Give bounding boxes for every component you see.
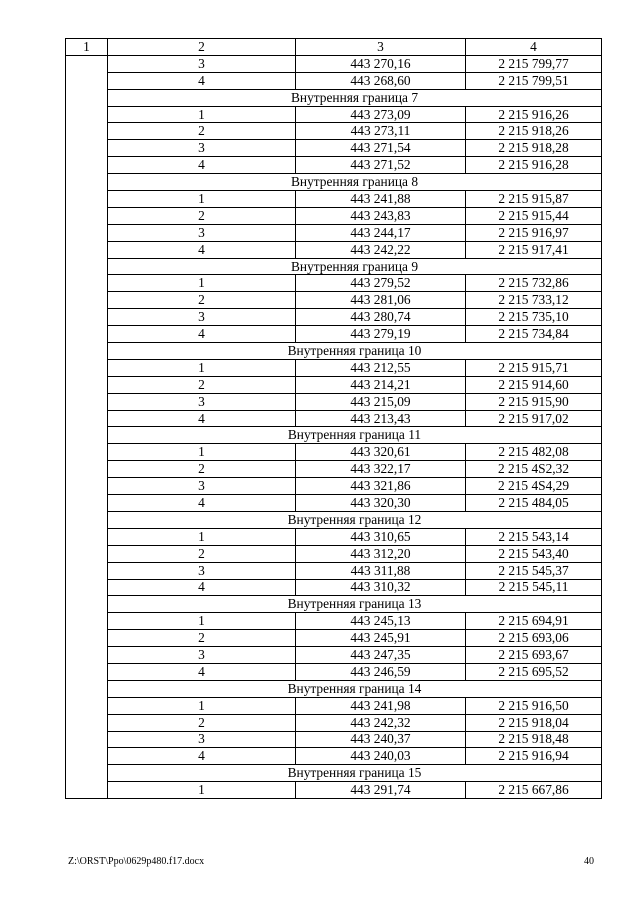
table-row [66,495,602,512]
y-coordinate-cell: 2 215 917,41 [466,241,602,258]
section-title: Внутренняя граница 8 [108,174,602,191]
point-number-cell: 3 [108,478,296,495]
x-coordinate-cell: 443 271,54 [296,140,466,157]
point-number-cell: 3 [108,55,296,72]
point-number-cell: 4 [108,579,296,596]
table-row [66,647,602,664]
y-coordinate-cell: 2 215 916,50 [466,697,602,714]
coordinates-table [65,38,602,799]
point-number-cell: 4 [108,241,296,258]
table-row [66,191,602,208]
x-coordinate-cell: 443 241,98 [296,697,466,714]
table-row [66,478,602,495]
table-row [66,393,602,410]
section-title: Внутренняя граница 11 [108,427,602,444]
section-title: Внутренняя граница 9 [108,258,602,275]
x-coordinate-cell: 443 273,11 [296,123,466,140]
y-coordinate-cell: 2 215 694,91 [466,613,602,630]
y-coordinate-cell: 2 215 732,86 [466,275,602,292]
point-number-cell: 1 [108,782,296,799]
y-coordinate-cell: 2 215 916,26 [466,106,602,123]
header-col-2: 2 [108,39,296,56]
footer-page-number: 40 [584,856,594,867]
x-coordinate-cell: 443 246,59 [296,663,466,680]
y-coordinate-cell: 2 215 799,51 [466,72,602,89]
section-title-row [66,174,602,191]
table-row [66,275,602,292]
x-coordinate-cell: 443 240,03 [296,748,466,765]
point-number-cell: 1 [108,444,296,461]
header-col-4: 4 [466,39,602,56]
x-coordinate-cell: 443 271,52 [296,157,466,174]
point-number-cell: 3 [108,393,296,410]
point-number-cell: 4 [108,495,296,512]
table-row [66,562,602,579]
table-row [66,72,602,89]
point-number-cell: 3 [108,647,296,664]
table-row [66,241,602,258]
point-number-cell: 2 [108,545,296,562]
section-title-row [66,89,602,106]
point-number-cell: 4 [108,748,296,765]
table-row [66,55,602,72]
table-row [66,528,602,545]
x-coordinate-cell: 443 320,30 [296,495,466,512]
x-coordinate-cell: 443 241,88 [296,191,466,208]
table-row [66,376,602,393]
x-coordinate-cell: 443 291,74 [296,782,466,799]
x-coordinate-cell: 443 279,52 [296,275,466,292]
x-coordinate-cell: 443 320,61 [296,444,466,461]
table-row [66,579,602,596]
y-coordinate-cell: 2 215 917,02 [466,410,602,427]
x-coordinate-cell: 443 245,13 [296,613,466,630]
x-coordinate-cell: 443 273,09 [296,106,466,123]
point-number-cell: 1 [108,697,296,714]
header-col-1: 1 [66,39,108,56]
section-title-row [66,427,602,444]
y-coordinate-cell: 2 215 543,40 [466,545,602,562]
table-row [66,123,602,140]
point-number-cell: 3 [108,731,296,748]
y-coordinate-cell: 2 215 918,48 [466,731,602,748]
section-title-row [66,343,602,360]
section-title-row [66,765,602,782]
point-number-cell: 2 [108,376,296,393]
y-coordinate-cell: 2 215 734,84 [466,326,602,343]
x-coordinate-cell: 443 281,06 [296,292,466,309]
y-coordinate-cell: 2 215 733,12 [466,292,602,309]
point-number-cell: 2 [108,461,296,478]
x-coordinate-cell: 443 321,86 [296,478,466,495]
table-row [66,663,602,680]
y-coordinate-cell: 2 215 799,77 [466,55,602,72]
table-row [66,613,602,630]
y-coordinate-cell: 2 215 916,97 [466,224,602,241]
point-number-cell: 1 [108,359,296,376]
x-coordinate-cell: 443 280,74 [296,309,466,326]
point-number-cell: 4 [108,72,296,89]
y-coordinate-cell: 2 215 695,52 [466,663,602,680]
x-coordinate-cell: 443 310,65 [296,528,466,545]
table-row [66,326,602,343]
point-number-cell: 2 [108,714,296,731]
y-coordinate-cell: 2 215 914,60 [466,376,602,393]
y-coordinate-cell: 2 215 4S4,29 [466,478,602,495]
point-number-cell: 3 [108,224,296,241]
table-row [66,309,602,326]
section-title-row [66,596,602,613]
footer-file-path: Z:\ORST\Ppo\0629p480.f17.docx [68,856,205,867]
point-number-cell: 1 [108,275,296,292]
x-coordinate-cell: 443 213,43 [296,410,466,427]
table-row [66,444,602,461]
table-row [66,748,602,765]
object-number-cell [66,55,108,798]
y-coordinate-cell: 2 215 915,87 [466,191,602,208]
point-number-cell: 3 [108,309,296,326]
point-number-cell: 1 [108,191,296,208]
x-coordinate-cell: 443 322,17 [296,461,466,478]
table-row [66,292,602,309]
x-coordinate-cell: 443 214,21 [296,376,466,393]
table-row [66,697,602,714]
point-number-cell: 1 [108,528,296,545]
coordinates-table-body [66,39,602,799]
point-number-cell: 1 [108,613,296,630]
x-coordinate-cell: 443 244,17 [296,224,466,241]
table-row [66,157,602,174]
table-row [66,106,602,123]
point-number-cell: 4 [108,157,296,174]
y-coordinate-cell: 2 215 482,08 [466,444,602,461]
section-title-row [66,258,602,275]
table-row [66,461,602,478]
section-title: Внутренняя граница 7 [108,89,602,106]
point-number-cell: 2 [108,123,296,140]
point-number-cell: 4 [108,663,296,680]
table-row [66,207,602,224]
y-coordinate-cell: 2 215 918,04 [466,714,602,731]
y-coordinate-cell: 2 215 918,26 [466,123,602,140]
table-row [66,545,602,562]
section-title: Внутренняя граница 12 [108,511,602,528]
y-coordinate-cell: 2 215 545,11 [466,579,602,596]
table-row [66,782,602,799]
y-coordinate-cell: 2 215 545,37 [466,562,602,579]
section-title-row [66,511,602,528]
point-number-cell: 3 [108,140,296,157]
section-title: Внутренняя граница 15 [108,765,602,782]
x-coordinate-cell: 443 212,55 [296,359,466,376]
point-number-cell: 4 [108,326,296,343]
y-coordinate-cell: 2 215 915,90 [466,393,602,410]
x-coordinate-cell: 443 310,32 [296,579,466,596]
y-coordinate-cell: 2 215 915,44 [466,207,602,224]
point-number-cell: 2 [108,630,296,647]
y-coordinate-cell: 2 215 693,06 [466,630,602,647]
table-row [66,140,602,157]
x-coordinate-cell: 443 240,37 [296,731,466,748]
x-coordinate-cell: 443 247,35 [296,647,466,664]
table-row [66,731,602,748]
x-coordinate-cell: 443 245,91 [296,630,466,647]
section-title: Внутренняя граница 13 [108,596,602,613]
x-coordinate-cell: 443 312,20 [296,545,466,562]
table-row [66,714,602,731]
section-title: Внутренняя граница 14 [108,680,602,697]
table-row [66,630,602,647]
x-coordinate-cell: 443 279,19 [296,326,466,343]
y-coordinate-cell: 2 215 543,14 [466,528,602,545]
x-coordinate-cell: 443 270,16 [296,55,466,72]
x-coordinate-cell: 443 215,09 [296,393,466,410]
x-coordinate-cell: 443 243,83 [296,207,466,224]
y-coordinate-cell: 2 215 915,71 [466,359,602,376]
x-coordinate-cell: 443 268,60 [296,72,466,89]
y-coordinate-cell: 2 215 735,10 [466,309,602,326]
x-coordinate-cell: 443 311,88 [296,562,466,579]
table-header-row [66,39,602,56]
y-coordinate-cell: 2 215 916,28 [466,157,602,174]
header-col-3: 3 [296,39,466,56]
table-row [66,224,602,241]
table-row [66,359,602,376]
y-coordinate-cell: 2 215 4S2,32 [466,461,602,478]
y-coordinate-cell: 2 215 484,05 [466,495,602,512]
y-coordinate-cell: 2 215 693,67 [466,647,602,664]
point-number-cell: 2 [108,292,296,309]
section-title: Внутренняя граница 10 [108,343,602,360]
section-title-row [66,680,602,697]
x-coordinate-cell: 443 242,32 [296,714,466,731]
y-coordinate-cell: 2 215 916,94 [466,748,602,765]
point-number-cell: 4 [108,410,296,427]
point-number-cell: 3 [108,562,296,579]
y-coordinate-cell: 2 215 918,28 [466,140,602,157]
table-row [66,410,602,427]
point-number-cell: 2 [108,207,296,224]
point-number-cell: 1 [108,106,296,123]
x-coordinate-cell: 443 242,22 [296,241,466,258]
y-coordinate-cell: 2 215 667,86 [466,782,602,799]
